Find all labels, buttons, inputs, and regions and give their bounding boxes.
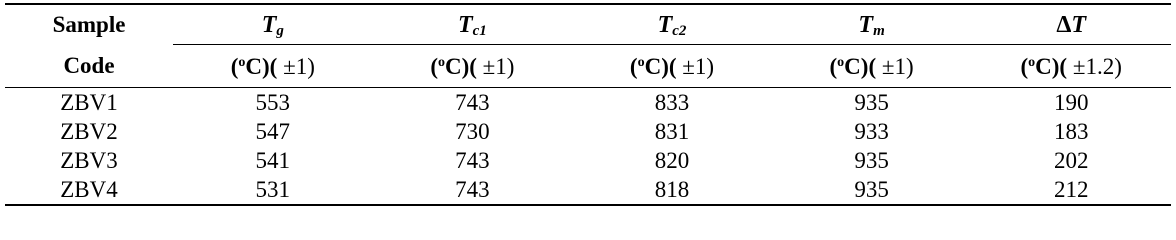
cell-tm: 935 xyxy=(854,90,889,115)
cell-tc1: 743 xyxy=(455,148,490,173)
cell-sample-code: ZBV1 xyxy=(60,90,118,115)
cell-delta-t: 202 xyxy=(1053,148,1089,173)
cell-tm: 935 xyxy=(854,148,889,173)
cell-tg: 531 xyxy=(173,175,373,205)
cell-tc2: 820 xyxy=(654,148,690,173)
column-header-tc2: $T_{c2}$ xyxy=(572,4,772,45)
unit-header-delta-t: ($^o$C)( ±1.2) xyxy=(971,45,1171,88)
table-row xyxy=(5,117,1171,146)
cell-tg: 547 xyxy=(255,119,291,144)
cell-delta-t: 212 xyxy=(971,175,1171,205)
header-row-symbols xyxy=(5,4,1171,45)
cell-tm: 933 xyxy=(854,119,889,144)
table-row xyxy=(5,88,1171,118)
cell-sample-code: ZBV3 xyxy=(60,148,118,173)
cell-sample-code: ZBV2 xyxy=(60,119,118,144)
sample-header-line1: Sample xyxy=(5,4,173,45)
header-row-units xyxy=(5,45,1171,88)
table-row xyxy=(5,175,1171,205)
cell-tc2: 833 xyxy=(654,90,690,115)
cell-tg: 553 xyxy=(255,90,291,115)
cell-tg: 541 xyxy=(255,148,291,173)
cell-delta-t: 183 xyxy=(1053,119,1089,144)
cell-tm: 935 xyxy=(772,175,972,205)
column-header-tm: $T_m$ xyxy=(772,4,972,45)
cell-delta-t: 190 xyxy=(1053,90,1089,115)
column-header-delta-t: ΔT xyxy=(971,4,1171,45)
unit-header-tm: ($^o$C)( ±1) xyxy=(772,45,972,88)
column-header-tc1: $T_{c1}$ xyxy=(373,4,573,45)
unit-header-tc2: ($^o$C)( ±1) xyxy=(572,45,772,88)
cell-tc1: 743 xyxy=(373,175,573,205)
table-row xyxy=(5,146,1171,175)
cell-tc1: 743 xyxy=(455,90,490,115)
column-header-tg: $T_g$ xyxy=(173,4,373,45)
unit-header-tg: ($^o$C)( ±1) xyxy=(173,45,373,88)
cell-tc2: 831 xyxy=(654,119,690,144)
cell-sample-code: ZBV4 xyxy=(5,175,173,205)
cell-tc2: 818 xyxy=(572,175,772,205)
unit-header-tc1: ($^o$C)( ±1) xyxy=(373,45,573,88)
sample-header-line2: Code xyxy=(5,45,173,88)
data-table-container xyxy=(5,3,1171,206)
cell-tc1: 730 xyxy=(455,119,490,144)
thermal-properties-table xyxy=(5,3,1171,206)
